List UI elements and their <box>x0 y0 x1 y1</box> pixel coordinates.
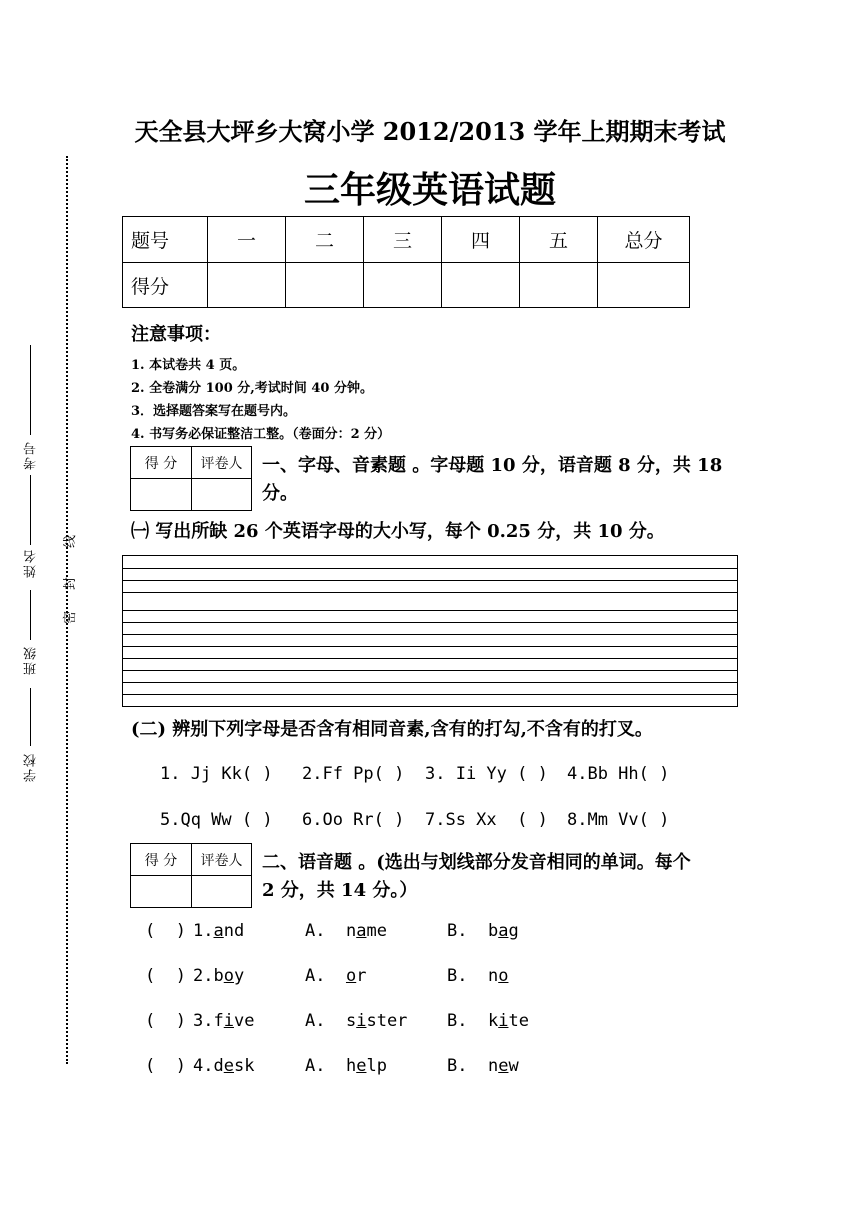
score-cell[interactable] <box>520 263 598 308</box>
question-word: 2.boy <box>193 966 245 986</box>
answer-paren[interactable]: ( ) <box>145 1056 186 1076</box>
score-cell[interactable] <box>598 263 690 308</box>
seal-char-line: 线 <box>63 534 79 549</box>
grader-reviewer-label: 评卷人 <box>192 447 252 479</box>
notice-item: 3．选择题答案写在题号内。 <box>131 404 297 419</box>
score-table-header-cell: 题号 <box>123 217 208 263</box>
question-word: 4.desk <box>193 1056 255 1076</box>
phonics-question <box>145 921 745 945</box>
name-label: 姓名 <box>24 548 39 578</box>
school-exam-title: 天全县大坪乡大窝小学 2012/2013 学年上期期末考试 <box>134 117 726 146</box>
letter-pair-item[interactable]: 2.Ff Pp( ) <box>302 764 405 784</box>
option-a: A. help <box>305 1056 387 1076</box>
grader-reviewer-cell[interactable] <box>192 876 252 908</box>
section1-sub2-title: (二) 辨别下列字母是否含有相同音素,含有的打勾,不含有的打叉。 <box>131 719 653 740</box>
exam-number-blank[interactable] <box>30 345 31 435</box>
school-label: 学校 <box>24 752 39 782</box>
alphabet-writing-lines[interactable] <box>122 555 738 707</box>
score-table-header-cell: 一 <box>208 217 286 263</box>
score-table <box>122 216 690 308</box>
answer-paren[interactable]: ( ) <box>145 966 186 986</box>
letter-pair-row1 <box>160 764 740 788</box>
score-cell[interactable] <box>208 263 286 308</box>
answer-paren[interactable]: ( ) <box>145 921 186 941</box>
question-word: 1.and <box>193 921 245 941</box>
grader-score-cell[interactable] <box>131 876 192 908</box>
score-cell[interactable] <box>442 263 520 308</box>
letter-pair-row2 <box>160 810 740 834</box>
score-table-header-cell: 三 <box>364 217 442 263</box>
grader-reviewer-cell[interactable] <box>192 479 252 511</box>
question-word: 3.five <box>193 1011 255 1031</box>
seal-char-secret: 密 <box>63 610 79 625</box>
letter-pair-item[interactable]: 8.Mm Vv( ) <box>567 810 670 830</box>
letter-pair-item[interactable]: 6.Oo Rr( ) <box>302 810 405 830</box>
phonics-question <box>145 1011 745 1035</box>
option-b: B. new <box>447 1056 519 1076</box>
class-label: 班级 <box>24 645 39 675</box>
option-a: A. name <box>305 921 387 941</box>
score-cell[interactable] <box>286 263 364 308</box>
section1-title: 一、字母、音素题 。字母题 10 分，语音题 8 分，共 18 分。 <box>262 455 723 504</box>
score-table-header-cell: 四 <box>442 217 520 263</box>
grader-score-cell[interactable] <box>131 479 192 511</box>
grader-score-label: 得 分 <box>131 447 192 479</box>
notice-item: 1. 本试卷共 4 页。 <box>131 358 246 373</box>
grader-reviewer-label: 评卷人 <box>192 844 252 876</box>
section2-title: 二、语音题 。(选出与划线部分发音相同的单词。每个 2 分，共 14 分。） <box>262 852 691 901</box>
score-table-header-cell: 二 <box>286 217 364 263</box>
phonics-question <box>145 1056 745 1080</box>
section1-sub1-title: ㈠ 写出所缺 26 个英语字母的大小写，每个 0.25 分，共 10 分。 <box>131 521 665 542</box>
letter-pair-item[interactable]: 7.Ss Xx ( ) <box>425 810 548 830</box>
exam-subject-title: 三年级英语试题 <box>303 170 556 211</box>
notice-item: 2. 全卷满分 100 分,考试时间 40 分钟。 <box>131 381 373 396</box>
grader-box-section1 <box>130 446 252 511</box>
grader-box-section2 <box>130 843 252 908</box>
score-cell[interactable] <box>364 263 442 308</box>
notice-list <box>131 354 731 446</box>
class-blank[interactable] <box>30 590 31 640</box>
option-b: B. kite <box>447 1011 529 1031</box>
letter-pair-item[interactable]: 4.Bb Hh( ) <box>567 764 670 784</box>
letter-pair-item[interactable]: 1. Jj Kk( ) <box>160 764 273 784</box>
phonics-question <box>145 966 745 990</box>
option-a: A. sister <box>305 1011 408 1031</box>
exam-number-label: 考号 <box>24 440 39 470</box>
notice-item: 4. 书写务必保证整洁工整。（卷面分：2 分） <box>131 427 391 442</box>
name-blank[interactable] <box>30 475 31 545</box>
answer-paren[interactable]: ( ) <box>145 1011 186 1031</box>
school-blank[interactable] <box>30 688 31 746</box>
notice-heading: 注意事项： <box>131 324 221 345</box>
seal-char-seal: 封 <box>63 576 79 591</box>
score-table-header-cell: 总分 <box>598 217 690 263</box>
score-row-label: 得分 <box>123 263 208 308</box>
option-b: B. bag <box>447 921 519 941</box>
letter-pair-item[interactable]: 3. Ii Yy ( ) <box>425 764 548 784</box>
option-a: A. or <box>305 966 367 986</box>
grader-score-label: 得 分 <box>131 844 192 876</box>
letter-pair-item[interactable]: 5.Qq Ww ( ) <box>160 810 273 830</box>
option-b: B. no <box>447 966 509 986</box>
score-table-header-cell: 五 <box>520 217 598 263</box>
